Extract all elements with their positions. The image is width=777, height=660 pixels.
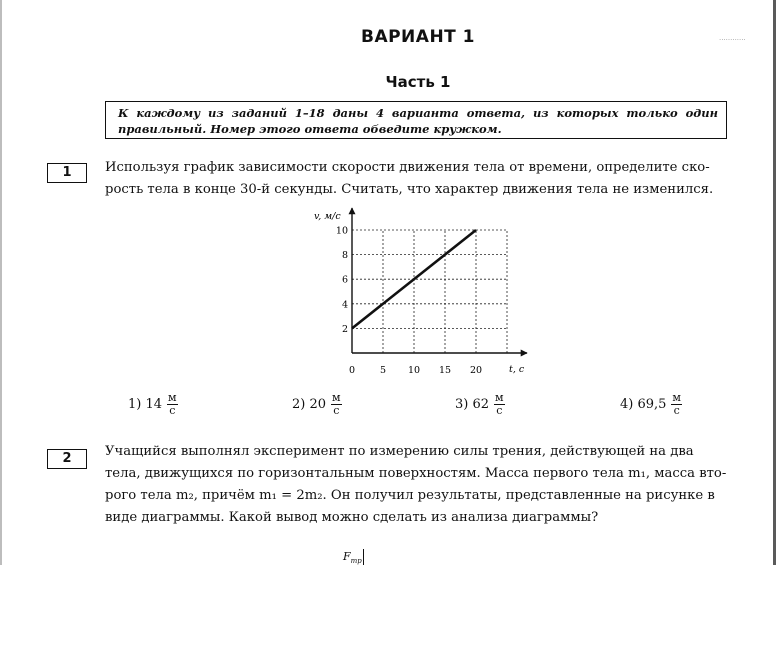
question-1-line: рость тела в конце 30-й секунды. Считать, что характер движения тела не изменился.: [105, 182, 714, 197]
answer-label: 3) 62: [455, 397, 490, 412]
y-tick-label: 4: [341, 299, 348, 311]
part-title: Часть 1: [385, 73, 451, 91]
instruction-box: [105, 101, 727, 139]
variant-title: ВАРИАНТ 1: [360, 27, 476, 47]
y-tick-label: 2: [341, 323, 348, 335]
x-tick-label: 20: [469, 365, 483, 376]
y-tick-label: 6: [341, 274, 348, 286]
question-1-number: 1: [47, 163, 87, 183]
unit-fraction: $\frac{м}{с}$: [168, 391, 177, 417]
question-2-number: 2: [47, 449, 87, 469]
x-tick-label: 15: [438, 365, 452, 376]
answer-label: 1) 14: [128, 397, 163, 412]
friction-force-label: $F_{тр}$: [343, 550, 362, 566]
graph-grid: [352, 230, 507, 353]
x-tick-label: 10: [407, 365, 421, 376]
diagram-y-axis: [363, 549, 364, 565]
question-2-line: виде диаграммы. Какой вывод можно сделать из анализа диаграммы?: [105, 510, 599, 525]
x-axis-label: t, с: [509, 364, 525, 375]
y-axis-label: v, м/с: [314, 211, 341, 222]
answer-label: 4) 69,5: [620, 397, 667, 412]
y-tick-label: 8: [341, 250, 348, 262]
question-2-line: рого тела m₂, причём m₁ = 2m₂. Он получил результаты, представленные на рисунке в: [105, 488, 715, 503]
question-1-line: Используя график зависимости скорости движения тела от времени, определите ско-: [105, 160, 710, 175]
origin-label: 0: [349, 365, 356, 376]
corner-mark: ............: [719, 34, 746, 42]
answer-option-3[interactable]: [455, 392, 505, 417]
instruction-text: К каждому из заданий 1–18 даны 4 варианта ответа, из которых только один правильный. Номер этого ответа обведите кружком.: [118, 106, 718, 136]
answer-option-1[interactable]: [128, 392, 178, 417]
question-1-text: [105, 157, 735, 201]
unit-fraction: $\frac{м}{с}$: [495, 391, 504, 417]
question-2-line: Учащийся выполнял эксперимент по измерению силы трения, действующей на два: [105, 444, 694, 459]
question-2-line: тела, движущихся по горизонтальным поверхностям. Масса первого тела m₁, масса вто-: [105, 466, 727, 481]
unit-fraction: $\frac{м}{с}$: [672, 391, 681, 417]
unit-fraction: $\frac{м}{с}$: [332, 391, 341, 417]
x-tick-label: 5: [379, 365, 387, 376]
question-2-text: [105, 441, 735, 529]
y-tick-label: 10: [335, 225, 348, 237]
answer-option-2[interactable]: [292, 392, 342, 417]
answer-option-4[interactable]: [620, 392, 682, 417]
answer-label: 2) 20: [292, 397, 327, 412]
velocity-time-graph: [305, 205, 535, 380]
